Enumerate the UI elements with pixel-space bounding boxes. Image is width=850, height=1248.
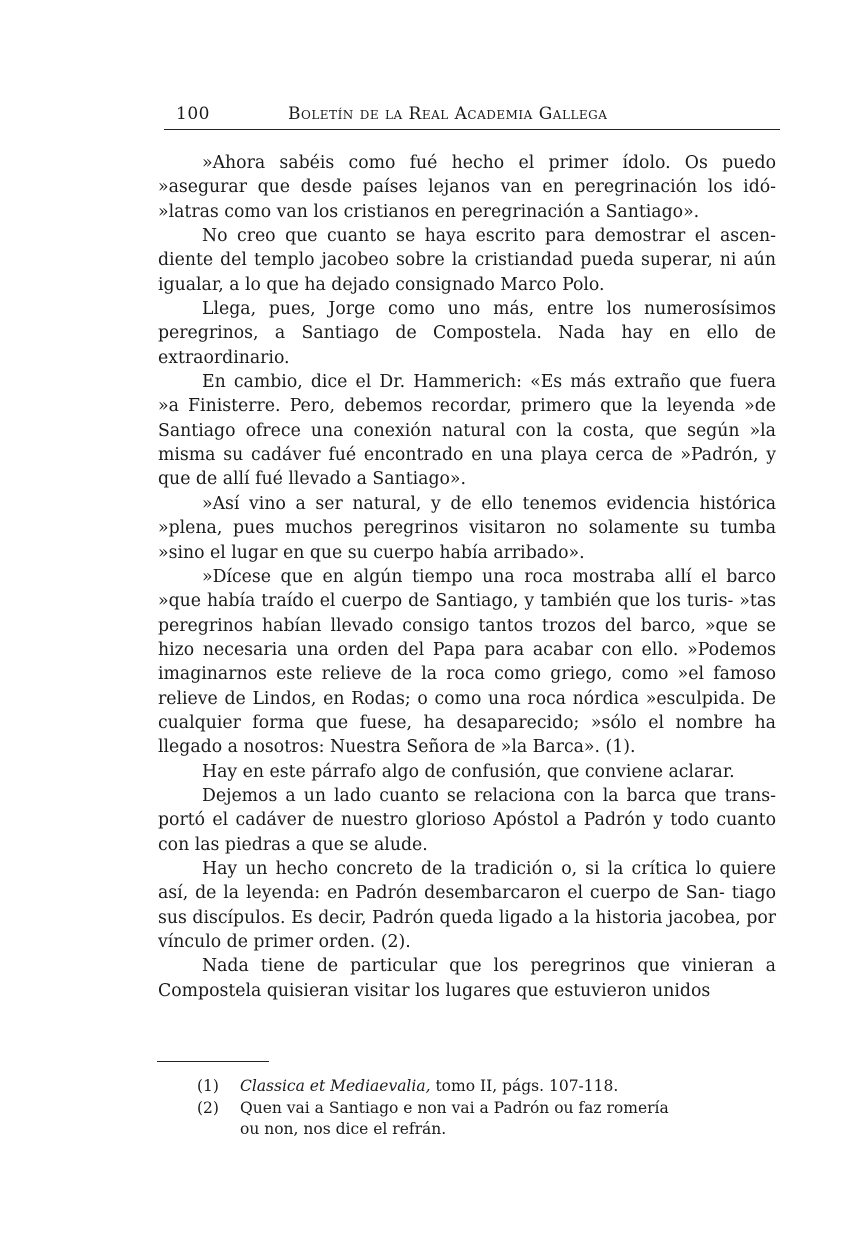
- footnote: [197, 1098, 677, 1141]
- footnote-title: Classica et Mediaevalia,: [240, 1077, 431, 1095]
- footnote-text: Quen vai a Santiago e non vai a Padrón ou faz romería ou non, nos dice el refrán.: [240, 1098, 669, 1138]
- page-number: 100: [176, 104, 210, 124]
- body-text: [158, 151, 776, 1003]
- paragraph-1: »Ahora sabéis como fué hecho el primer ídolo. Os puedo »asegurar que desde países lejanos van en peregrinación los idó- »latras como van los cristianos en peregrinación a Santiago».: [158, 153, 776, 222]
- footnote-number: (2): [197, 1098, 219, 1117]
- paragraph-10: Nada tiene de particular que los peregrinos que vinieran a Compostela quisieran visitar los lugares que estuvieron unidos: [158, 956, 776, 1001]
- page-header: [160, 104, 780, 128]
- paragraph-5: »Así vino a ser natural, y de ello tenemos evidencia histórica »plena, pues muchos peregrinos visitaron no solamente su tumba »sino el lugar en que su cuerpo había arribado».: [158, 493, 776, 563]
- paragraph-3: Llega, pues, Jorge como uno más, entre los numerosísimos peregrinos, a Santiago de Compostela. Nada hay en ello de extraordinario.: [158, 299, 776, 368]
- header-rule: [164, 129, 780, 130]
- footnote-rule: [157, 1061, 269, 1062]
- footnotes: [197, 1076, 677, 1141]
- paragraph-7: Hay en este párrafo algo de confusión, que conviene aclarar.: [202, 761, 735, 782]
- footnote: [197, 1076, 677, 1098]
- paragraph-8: Dejemos a un lado cuanto se relaciona con la barca que trans- portó el cadáver de nuestro glorioso Apóstol a Padrón y todo cuanto con las piedras a que se alude.: [158, 785, 776, 855]
- paragraph-4: En cambio, dice el Dr. Hammerich: «Es más extraño que fuera »a Finisterre. Pero, debemos recordar, primero que la leyenda »de Santiago ofrece una conexión natural con la costa, que según »la misma su cadáver fué encontrado en una playa cerca de »Padrón, y que de allí fué llevado a Santiago».: [158, 372, 776, 490]
- paragraph-9: Hay un hecho concreto de la tradición o, si la crítica lo quiere así, de la leyenda: en Padrón desembarcaron el cuerpo de San- tiago sus discípulos. Es decir, Padrón queda ligado a la historia jacobea, por vínculo de primer orden. (2).: [158, 858, 776, 952]
- running-title: Boletín de la Real Academia Gallega: [288, 104, 608, 124]
- footnote-number: (1): [197, 1077, 219, 1095]
- paragraph-6: »Dícese que en algún tiempo una roca mostraba allí el barco »que había traído el cuerpo de Santiago, y también que los turis- »tas peregrinos habían llevado consigo tantos trozos del barco, »que se hizo necesaria una orden del Papa para acabar con ello. »Podemos imaginarnos este relieve de la roca como griego, como »el famoso relieve de Lindos, en Rodas; o como una roca nórdica »esculpida. De cualquier forma que fuese, ha desaparecido; »sólo el nombre ha llegado a nosotros: Nuestra Señora de »la Barca». (1).: [158, 566, 776, 758]
- footnote-text: tomo II, págs. 107-118.: [430, 1077, 619, 1095]
- paragraph-2: No creo que cuanto se haya escrito para demostrar el ascen- diente del templo jacobeo sobre la cristiandad pueda superar, ni aún igualar, a lo que ha dejado consignado Marco Polo.: [158, 226, 776, 295]
